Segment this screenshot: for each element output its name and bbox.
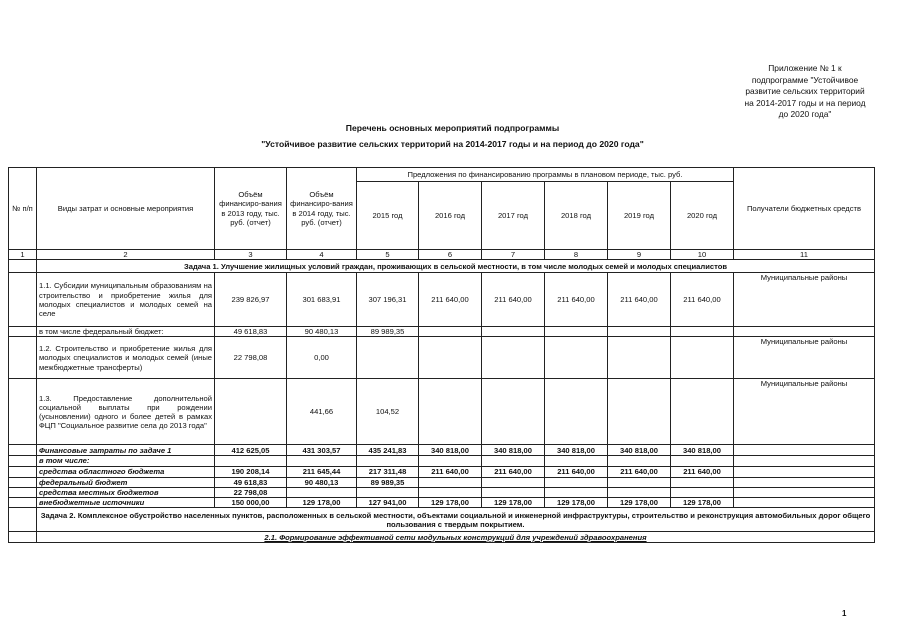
document-subtitle: "Устойчивое развитие сельских территорий на 2014-2017 годы и на период до 2020 года": [261, 139, 644, 149]
cell-value: 49 618,83: [215, 327, 287, 337]
cell-value: 150 000,00: [215, 498, 287, 508]
cell-value: 190 208,14: [215, 466, 287, 477]
task-2-heading: Задача 2. Комплексное обустройство населенных пунктов, расположенных в сельской местности, объектами социальной и инженерной инфраструктуры, строительство и реконструкция автомобильных дорог общего пользования с твердым покрытием.: [37, 508, 875, 532]
measure-1-2-label: 1.2. Строительство и приобретение жилья для молодых специалистов и молодых семей (иные межбюджетные трансферты): [37, 337, 215, 379]
header-year-2019: 2019 год: [608, 182, 671, 250]
colnum: 6: [419, 250, 482, 260]
annex-line: развитие сельских территорий: [745, 86, 865, 96]
header-vol2014: Объём финансиро-вания в 2014 году, тыс. руб. (отчет): [287, 168, 357, 250]
cell-value: 211 640,00: [482, 273, 545, 327]
colnum: 1: [9, 250, 37, 260]
cell-value: 211 640,00: [608, 466, 671, 477]
annex-line: подпрограмме "Устойчивое: [751, 74, 859, 85]
task-1-heading: Задача 1. Улучшение жилищных условий граждан, проживающих в сельской местности, в том числе молодых семей и молодых специалистов: [37, 260, 875, 273]
measure-1-1-federal-label: в том числе федеральный бюджет:: [37, 327, 215, 337]
page-number: 1: [842, 609, 847, 618]
cell-value: 211 645,44: [287, 466, 357, 477]
measures-table: [8, 167, 875, 543]
cell-value: 211 640,00: [671, 466, 734, 477]
colnum: 3: [215, 250, 287, 260]
cell-value: 211 640,00: [671, 273, 734, 327]
regional-budget-label: средства областного бюджета: [37, 466, 215, 477]
cell-value: 307 196,31: [357, 273, 419, 327]
colnum: 10: [671, 250, 734, 260]
annex-block: [735, 63, 875, 121]
cell-value: 340 818,00: [482, 445, 545, 456]
colnum: 11: [734, 250, 875, 260]
header-year-2015: 2015 год: [357, 182, 419, 250]
cell-value: 211 640,00: [419, 466, 482, 477]
header-vol2013: Объём финансиро-вания в 2013 году, тыс. руб. (отчет): [215, 168, 287, 250]
cell-value: 211 640,00: [545, 273, 608, 327]
cell-value: 211 640,00: [545, 466, 608, 477]
header-num: № п/п: [9, 168, 37, 250]
colnum: 7: [482, 250, 545, 260]
annex-line: до 2020 года": [778, 109, 832, 119]
cell-value: 129 178,00: [287, 498, 357, 508]
header-year-2020: 2020 год: [671, 182, 734, 250]
cell-value: 89 989,35: [357, 477, 419, 487]
cell-value: 127 941,00: [357, 498, 419, 508]
cell-value: 340 818,00: [671, 445, 734, 456]
cell-value: 129 178,00: [545, 498, 608, 508]
cell-value: 211 640,00: [419, 273, 482, 327]
header-year-2018: 2018 год: [545, 182, 608, 250]
header-proposals: Предложения по финансированию программы в плановом периоде, тыс. руб.: [357, 168, 734, 182]
recipient-cell: Муниципальные районы: [734, 337, 875, 379]
header-types: Виды затрат и основные мероприятия: [37, 168, 215, 250]
cell-value: 340 818,00: [608, 445, 671, 456]
local-budget-label: средства местных бюджетов: [37, 487, 215, 497]
cell-value: 217 311,48: [357, 466, 419, 477]
colnum: 9: [608, 250, 671, 260]
extra-budget-label: внебюджетные источники: [37, 498, 215, 508]
cell-value: 211 640,00: [608, 273, 671, 327]
totals-label: Финансовые затраты по задаче 1: [37, 445, 215, 456]
annex-line: Приложение № 1 к: [768, 63, 842, 73]
cell-value: 22 798,08: [215, 487, 287, 497]
cell-value: 340 818,00: [419, 445, 482, 456]
header-recipients: Получатели бюджетных средств: [734, 168, 875, 250]
cell-value: 435 241,83: [357, 445, 419, 456]
recipient-cell: Муниципальные районы: [734, 273, 875, 327]
cell-value: 49 618,83: [215, 477, 287, 487]
header-year-2016: 2016 год: [419, 182, 482, 250]
including-label: в том числе:: [37, 456, 215, 466]
cell-value: 412 625,05: [215, 445, 287, 456]
cell-value: 431 303,57: [287, 445, 357, 456]
measure-1-1-label: 1.1. Субсидии муниципальным образованиям на строительство и приобретение жилья для молодых специалистов и молодых семей на селе: [37, 273, 215, 327]
cell-value: 340 818,00: [545, 445, 608, 456]
cell-value: 129 178,00: [482, 498, 545, 508]
cell-value: 0,00: [287, 337, 357, 379]
colnum: 5: [357, 250, 419, 260]
cell-value: 22 798,08: [215, 337, 287, 379]
measure-2-1-heading: 2.1. Формирование эффективной сети модульных конструкций для учреждений здравоохранения: [37, 532, 875, 543]
cell-value: 129 178,00: [671, 498, 734, 508]
measure-1-3-label: 1.3. Предоставление дополнительной социальной выплаты при рождении (усыновлении) одного и более детей в рамках ФЦП "Социальное развитие села до 2013 года": [37, 379, 215, 445]
cell-value: 90 480,13: [287, 327, 357, 337]
colnum: 8: [545, 250, 608, 260]
federal-budget-label: федеральный бюджет: [37, 477, 215, 487]
colnum: 2: [37, 250, 215, 260]
annex-line: на 2014-2017 годы и на период: [744, 97, 866, 108]
cell-value: 129 178,00: [608, 498, 671, 508]
colnum: 4: [287, 250, 357, 260]
cell-value: 89 989,35: [357, 327, 419, 337]
header-year-2017: 2017 год: [482, 182, 545, 250]
cell-value: 129 178,00: [419, 498, 482, 508]
cell-value: 211 640,00: [482, 466, 545, 477]
cell-value: 104,52: [357, 379, 419, 445]
cell-value: 441,66: [287, 379, 357, 445]
document-title: Перечень основных мероприятий подпрограммы: [345, 123, 560, 133]
cell-value: 90 480,13: [287, 477, 357, 487]
recipient-cell: Муниципальные районы: [734, 379, 875, 445]
cell-value: 301 683,91: [287, 273, 357, 327]
cell-value: 239 826,97: [215, 273, 287, 327]
